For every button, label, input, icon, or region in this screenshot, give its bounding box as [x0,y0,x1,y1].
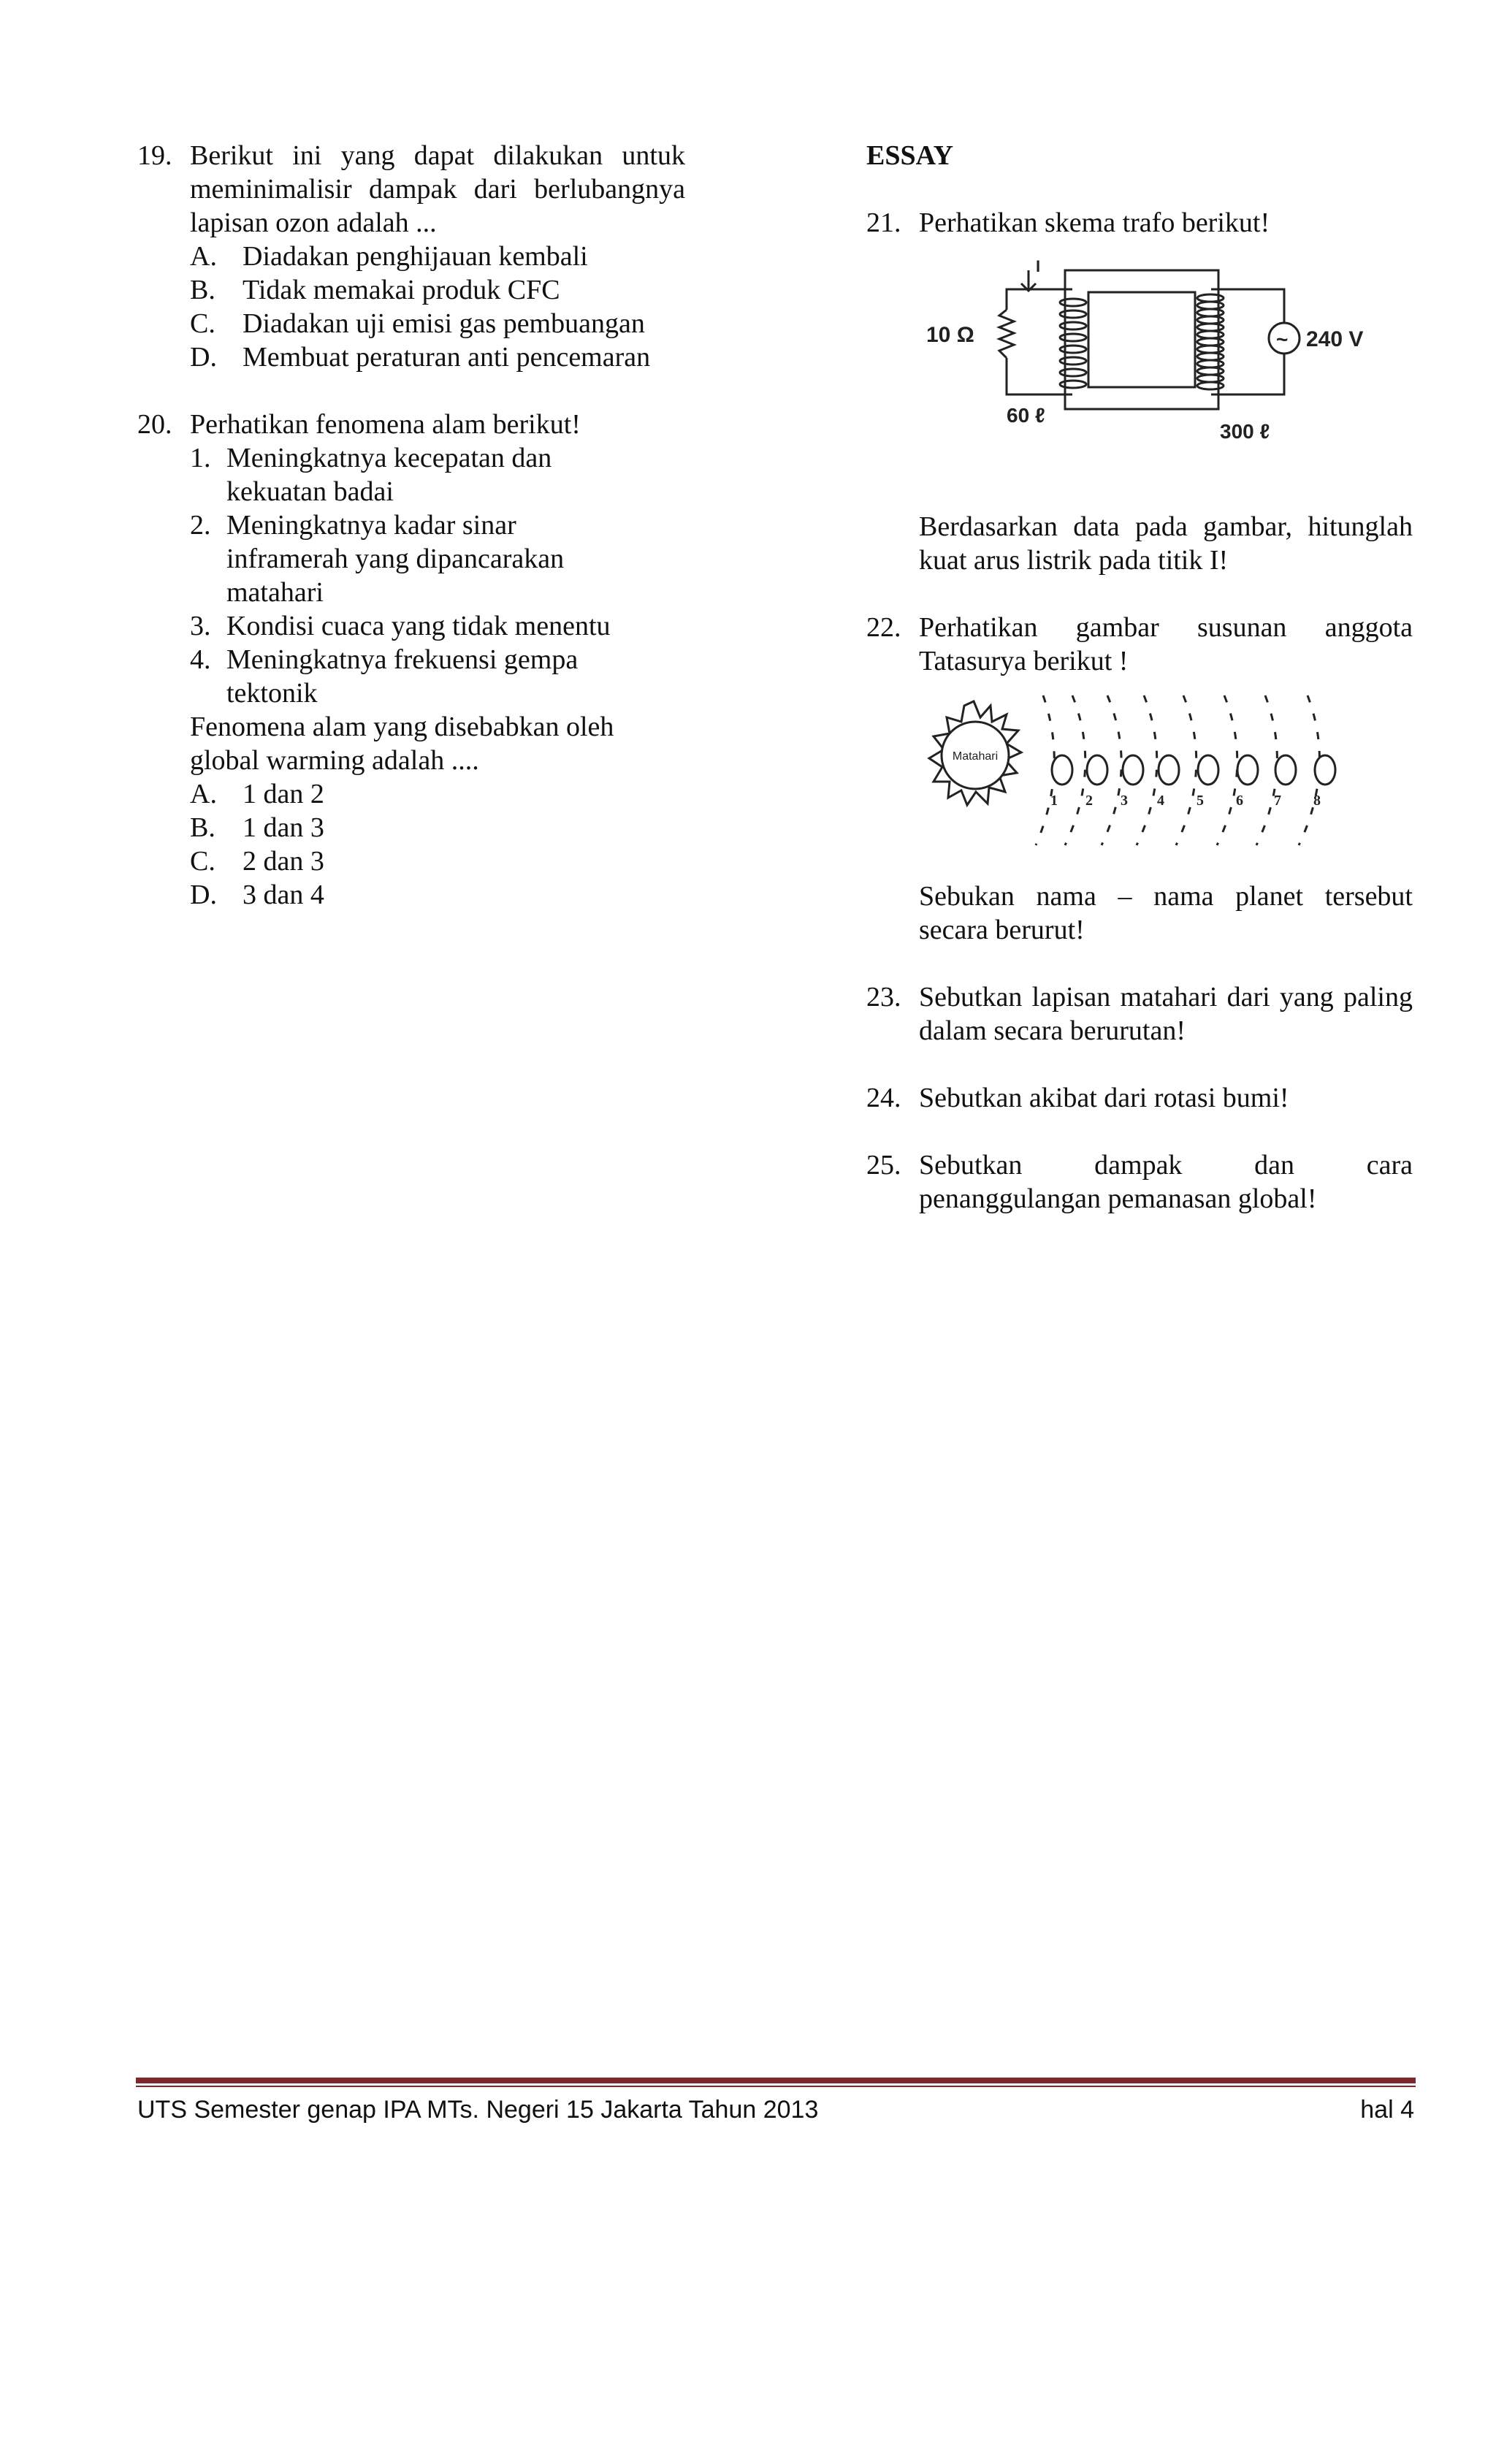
planet-number: 5 [1197,793,1204,809]
footer-rule [136,2078,1416,2088]
planet-number: 1 [1050,793,1058,809]
planet-7 [1275,755,1296,785]
planet-number: 8 [1313,793,1321,809]
list-item [190,508,643,609]
section-heading: ESSAY [866,140,954,171]
planets [1052,755,1335,785]
list-item [190,441,643,508]
option-text: 1 dan 2 [243,779,324,809]
current-label: I [1036,257,1041,275]
ac-source-label: ~ [1276,328,1289,351]
question-23 [866,980,1413,1048]
solar-system-diagram [919,688,1386,863]
question-text: Berikut ini yang dapat dilakukan untuk meminimalisir dampak dari berlubangnya lapisan ozon adalah ... [190,140,685,238]
answer-options [190,240,685,374]
question-number: 19. [137,140,172,171]
question-20 [137,408,685,912]
question-text: Sebutkan lapisan matahari dari yang paling dalam secara berurutan! [919,982,1413,1046]
phenomena-list [190,441,643,710]
option-label: D. [190,880,217,910]
question-prompt: Fenomena alam yang disebabkan oleh global warming adalah .... [190,712,614,776]
option-a [190,777,685,811]
question-number: 22. [866,612,901,643]
option-text: Diadakan uji emisi gas pembuangan [243,308,645,339]
item-text: Meningkatnya kecepatan dan kekuatan badai [226,443,552,507]
option-text: 1 dan 3 [243,812,324,843]
answer-options [190,777,685,912]
option-label: D. [190,342,217,373]
planet-6 [1237,755,1258,785]
question-25 [866,1148,1413,1216]
option-c [190,307,685,340]
secondary-turns-label: 300 ℓ [1220,420,1270,443]
option-label: C. [190,308,215,339]
item-number: 3. [190,611,211,641]
footer-title: UTS Semester genap IPA MTs. Negeri 15 Jakarta Tahun 2013 [137,2096,819,2124]
option-text: Membuat peraturan anti pencemaran [243,342,651,373]
question-19 [137,139,685,374]
primary-turns-label: 60 ℓ [1007,404,1045,427]
voltage-label: 240 V [1306,327,1364,351]
question-number: 23. [866,982,901,1012]
question-number: 24. [866,1083,901,1113]
question-22 [866,611,1413,947]
secondary-coil [1197,294,1224,389]
planet-5 [1198,755,1218,785]
option-a [190,240,685,273]
question-21 [866,206,1413,577]
option-label: C. [190,846,215,877]
page-footer [137,2094,1414,2126]
item-number: 1. [190,443,211,473]
question-text-line1 [919,1148,1413,1182]
word: Sebutkan [919,1150,1023,1180]
option-text: 2 dan 3 [243,846,324,877]
resistor-symbol [999,310,1014,358]
option-text: Tidak memakai produk CFC [243,275,560,305]
question-number: 25. [866,1150,901,1180]
option-label: A. [190,241,217,272]
primary-coil [1060,299,1086,388]
planet-number: 7 [1274,793,1281,809]
question-followup: Berdasarkan data pada gambar, hitunglah kuat arus listrik pada titik I! [919,511,1413,576]
item-number: 2. [190,510,211,541]
list-item [190,609,643,643]
option-d [190,340,685,374]
planet-number: 3 [1121,793,1128,809]
left-column [137,139,685,945]
option-b [190,273,685,307]
item-text: Meningkatnya frekuensi gempa tektonik [226,644,579,709]
question-followup: Sebukan nama – nama planet tersebut secara berurut! [919,881,1413,945]
planet-8 [1315,755,1335,785]
option-text: 3 dan 4 [243,880,324,910]
option-label: A. [190,779,217,809]
option-label: B. [190,275,215,305]
resistor-label: 10 Ω [926,323,974,347]
option-text: Diadakan penghijauan kembali [243,241,588,272]
word: dampak [1094,1150,1183,1180]
page-number: hal 4 [1360,2096,1414,2124]
question-24 [866,1081,1413,1115]
option-d [190,878,685,912]
question-text: Sebutkan akibat dari rotasi bumi! [919,1083,1289,1113]
transformer-diagram [919,256,1413,468]
word: cara [1366,1150,1413,1180]
list-item [190,643,643,710]
item-text: Kondisi cuaca yang tidak menentu [226,611,611,641]
planet-3 [1123,755,1143,785]
planet-number: 6 [1236,793,1243,809]
item-number: 4. [190,644,211,675]
planet-1 [1052,755,1072,785]
sun-label: Matahari [952,750,999,763]
item-text: Meningkatnya kadar sinar inframerah yang dipancarakan matahari [226,510,565,608]
word: dan [1254,1150,1295,1180]
option-c [190,844,685,878]
question-number: 20. [137,409,172,440]
planet-number: 2 [1085,793,1093,809]
right-column [866,139,1413,1249]
question-text: Perhatikan skema trafo berikut! [919,207,1270,238]
planet-4 [1159,755,1179,785]
question-text-line2: penanggulangan pemanasan global! [919,1183,1317,1214]
question-text: Perhatikan fenomena alam berikut! [190,409,581,440]
option-label: B. [190,812,215,843]
option-b [190,811,685,844]
planet-number: 4 [1157,793,1164,809]
planet-2 [1087,755,1107,785]
question-number: 21. [866,207,901,238]
question-text: Perhatikan gambar susunan anggota Tatasurya berikut ! [919,612,1413,676]
